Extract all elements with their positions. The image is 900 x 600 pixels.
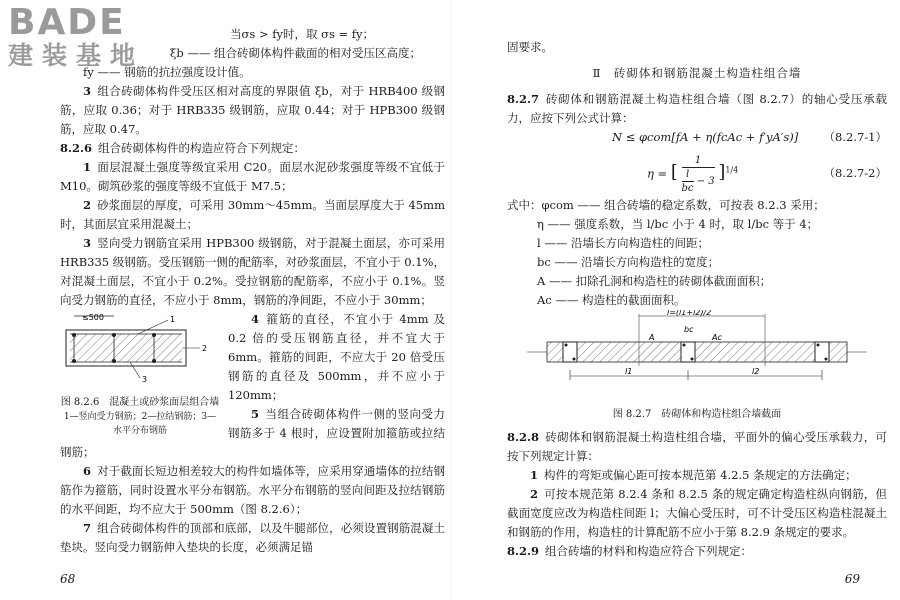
- minus-three: − 3: [696, 176, 715, 187]
- item-number: 2: [530, 487, 539, 501]
- wall-section-diagram: [507, 310, 887, 402]
- page-number-left: 68: [60, 572, 76, 586]
- clause-text: 组合砖墙的材料和构造应符合下列规定：: [545, 544, 753, 558]
- item-3: [60, 234, 445, 310]
- item-text: 组合砖砌体构件的顶部和底部，以及牛腿部位，必须设置钢筋混凝土垫块。竖向受力钢筋伸入垫块的长度，必须满足锚: [60, 521, 445, 554]
- item-number: 3: [83, 84, 92, 98]
- clause-8-2-7: [507, 90, 887, 128]
- inner-denominator: bc: [681, 183, 694, 194]
- item-number: 1: [83, 160, 92, 174]
- clause-text: 砖砌体和钢筋混凝土构造柱组合墙，平面外的偏心受压承载力，可按下列规定计算：: [507, 430, 887, 463]
- item-1: [507, 466, 887, 485]
- clause-8-2-9: [507, 542, 887, 561]
- clause-number: 8.2.9: [507, 544, 540, 558]
- right-page: [452, 0, 900, 600]
- formula-8-2-7-1: [507, 128, 887, 152]
- formula-8-2-7-2: [507, 152, 887, 196]
- eta-symbol: η =: [647, 166, 668, 181]
- var-Ac: Ac —— 构造柱的截面面积。: [537, 293, 686, 307]
- item-number: 2: [83, 198, 92, 212]
- item-1: [60, 158, 445, 196]
- intro-line: 当σs > fy时，取 σs = fy；: [230, 27, 375, 41]
- item-text: 对于截面长短边相差较大的构件如墙体等，应采用穿通墙体的拉结钢筋作为箍筋，同时设置水平分布钢筋。水平分布钢筋的竖向间距及拉结钢筋的水平间距，均不应大于 500mm（图 8.2.6）；: [60, 464, 445, 516]
- page-number-right: 69: [844, 572, 860, 586]
- clause-8-2-6: [60, 139, 445, 158]
- item-2: [507, 485, 887, 542]
- item-number: 5: [251, 407, 260, 421]
- item-number: 4: [251, 312, 260, 326]
- figure-legend: 1—竖向受力钢筋；2—拉结钢筋；3—水平分布钢筋: [63, 412, 217, 436]
- figure-caption: 图 8.2.6 混凝土或砂浆面层组合墙: [60, 397, 220, 408]
- var-eta: η —— 强度系数，当 l/bc 小于 4 时，取 l/bc 等于 4；: [537, 217, 819, 231]
- item-text: 当组合砖砌体构件一侧的竖向受力钢筋多于 4 根时，应设置附加箍筋或拉结钢筋；: [60, 407, 445, 459]
- var-bc: bc —— 沿墙长方向构造柱的宽度；: [537, 255, 720, 269]
- item-number: 6: [83, 464, 92, 478]
- label-A: A: [649, 333, 655, 342]
- label-1: 1: [170, 315, 176, 324]
- right-text-column: [507, 38, 887, 561]
- item-number: 3: [83, 236, 92, 250]
- formula-expression: N ≤ φcom[fA + η(fcAc + f′yA′s)]: [612, 130, 799, 144]
- logo-text-bottom: 建装基地: [8, 41, 145, 70]
- item-7: [60, 519, 445, 557]
- var-l: l —— 沿墙长方向构造柱的间距；: [537, 236, 709, 250]
- figure-caption: 图 8.2.7 砖砌体和构造柱组合墙截面: [612, 409, 782, 420]
- spacing-dimension: ≤500: [82, 313, 104, 322]
- item-text: 可按本规范第 8.2.4 条和 8.2.5 条的规定确定构造柱纵向钢筋，但截面宽度应改为构造柱间距 l；大偏心受压时，可不计受压区构造柱混凝土和钢筋的作用，构造柱的计算配筋不应小于第 8.2.9 条规定的要求。: [507, 487, 887, 539]
- clause-text: 砖砌体和钢筋混凝土构造柱组合墙（图 8.2.7）的轴心受压承载力，应按下列公式计算：: [507, 92, 887, 125]
- item-number: 7: [83, 521, 92, 535]
- label-bc: bc: [684, 325, 694, 334]
- item-text: 构件的弯矩或偏心距可按本规范第 4.2.5 条规定的方法确定；: [544, 468, 857, 482]
- label-l1: l1: [625, 367, 633, 376]
- label-l2: l2: [752, 367, 760, 376]
- item-text: 箍筋的直径，不宜小于 4mm 及 0.2 倍的受压钢筋直径，并不宜大于 6mm。箍筋的间距，不应大于 20 倍受压钢筋的直径及 500mm，并不应小于 120mm；: [228, 312, 445, 402]
- clause-number: 8.2.6: [60, 141, 93, 155]
- inner-numerator: l: [682, 168, 694, 182]
- fraction-numerator: 1: [682, 154, 715, 168]
- variable-fy-definition: fy —— 钢筋的抗拉强度设计值。: [83, 65, 251, 79]
- dimension-l: l=(l1+l2)/2: [667, 310, 712, 317]
- variable-xi-definition: ξb —— 组合砖砌体构件截面的相对受压区高度；: [170, 46, 422, 60]
- item-2: [60, 196, 445, 234]
- logo-text-top: BADE: [8, 2, 126, 43]
- label-2: 2: [202, 344, 208, 353]
- item-text: 组合砖砌体构件受压区相对高度的界限值 ξb，对于 HRB400 级钢筋，应取 0.36；对于 HRB335 级钢筋，应取 0.44；对于 HPB300 级钢筋，应取 0.47。: [60, 84, 445, 136]
- clause-text: 组合砖砌体构件的构造应符合下列规定：: [98, 141, 306, 155]
- item-6: [60, 462, 445, 519]
- var-A: A —— 扣除孔洞和构造柱的砖砌体截面面积；: [537, 274, 772, 288]
- paragraph-3: [60, 82, 445, 139]
- composite-wall-diagram: [60, 310, 220, 390]
- exponent: 1/4: [725, 165, 739, 175]
- item-number: 1: [530, 468, 539, 482]
- continued-text: 固要求。: [507, 40, 553, 54]
- item-text: 砂浆面层的厚度，可采用 30mm～45mm。当面层厚度大于 45mm 时，其面层宜采用混凝土；: [60, 198, 445, 231]
- variable-definitions: [507, 196, 887, 310]
- item-text: 面层混凝土强度等级宜采用 C20。面层水泥砂浆强度等级不宜低于 M10。砌筑砂浆的强度等级不宜低于 M7.5；: [60, 160, 445, 193]
- figure-8-2-7: [507, 310, 887, 422]
- label-Ac: Ac: [712, 333, 722, 342]
- clause-number: 8.2.8: [507, 430, 540, 444]
- formula-expression: η = [ 1 $\frac{l}{bc}$ − 3 ]$^{1/4}$: [647, 155, 739, 194]
- item-text: 竖向受力钢筋宜采用 HPB300 级钢筋，对于混凝土面层，亦可采用 HRB335 级钢筋。受压钢筋一侧的配筋率，对砂浆面层，不宜小于 0.1%，对混凝土面层，不宜小于 0.2%。受拉钢筋的配筋率，不应小于 0.1%。竖向受力钢筋的直径，不应小于 8mm，钢筋的净间距，不应小于 30mm；: [60, 236, 445, 307]
- formula-number: （8.2.7-2）: [823, 166, 887, 180]
- figure-8-2-6: [60, 310, 220, 438]
- clause-number: 8.2.7: [507, 92, 540, 106]
- formula-number: （8.2.7-1）: [823, 130, 887, 144]
- left-text-column: [60, 27, 445, 557]
- label-3: 3: [142, 375, 148, 384]
- clause-8-2-8: [507, 428, 887, 466]
- var-phi-com: 式中：φcom —— 组合砖墙的稳定系数，可按表 8.2.3 采用；: [507, 198, 825, 212]
- section-heading: Ⅱ 砖砌体和钢筋混凝土构造柱组合墙: [592, 66, 802, 80]
